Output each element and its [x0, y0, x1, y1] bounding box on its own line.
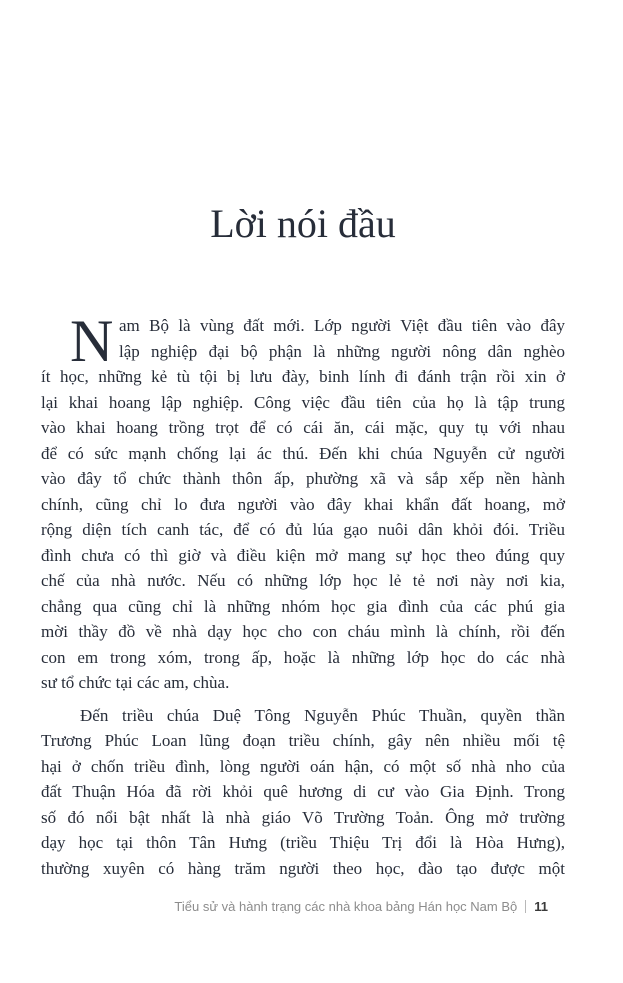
text-line: để có sức mạnh chống lại ác thú. Đến khi chúa Nguyễn cử người [41, 443, 565, 463]
text-line: chế của nhà nước. Nếu có những lớp học lẻ tẻ nơi này nơi kia, [41, 571, 565, 590]
running-title: Tiểu sử và hành trạng các nhà khoa bảng Hán học Nam Bộ [174, 899, 518, 914]
text-line: đình chưa có thì giờ và điều kiện mở mang sự học theo đúng quy [41, 545, 565, 565]
preface-paragraph-2 [41, 703, 565, 882]
text-line: ít học, những kẻ tù tội bị lưu đày, binh lính đi đánh trận rồi xin ở [41, 367, 565, 386]
preface-paragraph-1 [41, 308, 565, 696]
page-footer [41, 899, 548, 915]
text-line: đất Thuận Hóa đã rời khỏi quê hương di cư vào Gia Định. Trong [41, 782, 565, 801]
text-line: số đó nổi bật nhất là nhà giáo Võ Trường Toản. Ông mở trường [41, 807, 565, 827]
dropcap-letter: N [70, 308, 114, 374]
footer-separator [525, 900, 526, 913]
text-line: thường xuyên có hàng trăm người theo học, đào tạo được một [41, 858, 565, 878]
text-line: chính, cũng chỉ lo đưa người vào đây khai khẩn đất hoang, mở [41, 494, 565, 514]
text-line: Trương Phúc Loan lũng đoạn triều chính, gây nên nhiều mối tệ [41, 731, 565, 750]
page-title: Lời nói đầu [210, 201, 396, 246]
text-line: chẳng qua cũng chỉ là những nhóm học gia đình của các phú gia [41, 596, 565, 616]
text-line: lại khai hoang lập nghiệp. Công việc đầu tiên của họ là tập trung [41, 392, 565, 412]
text-line: vào khai hoang trồng trọt để có cái ăn, cái mặc, quy tụ với nhau [41, 418, 565, 437]
text-line: vào đây tổ chức thành thôn ấp, phường xã và sắp xếp nền hành [41, 469, 565, 488]
text-line: con em trong xóm, trong ấp, hoặc là những lớp học do các nhà [41, 647, 565, 667]
text-line: sư tổ chức tại các am, chùa. [41, 673, 230, 692]
text-line: rộng diện tích canh tác, để có đủ lúa gạo nuôi dân khỏi đói. Triều [41, 520, 565, 539]
text-line: mời thầy đồ về nhà dạy học cho con cháu mình là chính, rồi đến [41, 622, 565, 641]
text-line: am Bộ là vùng đất mới. Lớp người Việt đầu tiên vào đây [119, 316, 565, 335]
text-line: lập nghiệp đại bộ phận là những người nông dân nghèo [119, 341, 565, 361]
page-body [41, 308, 565, 881]
text-line: dạy học tại thôn Tân Hưng (triều Thiệu Trị đổi là Hòa Hưng), [41, 833, 565, 852]
text-line: Đến triều chúa Duệ Tông Nguyễn Phúc Thuần, quyền thần [80, 705, 565, 725]
text-line: hại ở chốn triều đình, lòng người oán hận, có một số nhà nho của [41, 756, 565, 776]
page-number: 11 [534, 899, 548, 914]
